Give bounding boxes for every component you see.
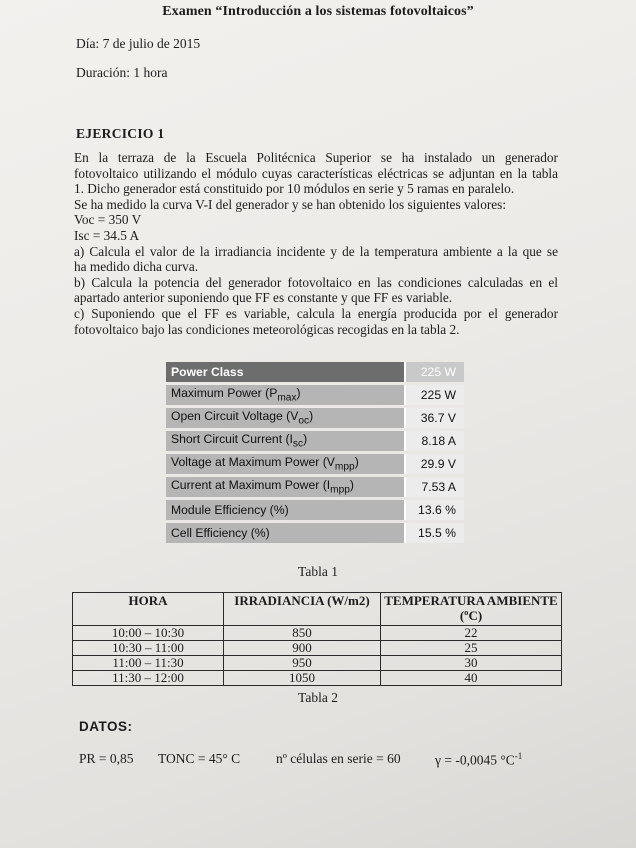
col-header-irradiancia: IRRADIANCIA (W/m2) (224, 593, 381, 626)
specs-header-label: Power Class (166, 362, 404, 382)
specs-value: 7.53 A (404, 477, 464, 497)
datos-pr: PR = 0,85 (79, 751, 134, 766)
exercise-heading: EJERCICIO 1 (76, 126, 165, 141)
statement-line: a) Calcula el valor de la irradiancia incidente y de la temperatura ambiente a la que se (74, 243, 558, 259)
col-header-temperatura: TEMPERATURA AMBIENTE (ºC) (381, 593, 562, 626)
cell-irradiancia: 1050 (224, 671, 381, 686)
statement-line: Voc = 350 V (74, 212, 142, 228)
specs-row (166, 408, 464, 428)
specs-value: 8.18 A (404, 431, 464, 451)
statement-line: fotovoltaico bajo las condiciones meteorológicas recogidas en la tabla 2. (74, 321, 460, 337)
exam-duration: Duración: 1 hora (76, 65, 168, 80)
specs-value: 29.9 V (404, 454, 464, 474)
datos-cells: nº células en serie = 60 (276, 751, 401, 766)
weather-header-row (73, 593, 562, 626)
module-specs-table (166, 359, 464, 546)
cell-hora: 10:00 – 10:30 (73, 626, 224, 641)
statement-line: ha medido dicha curva. (74, 259, 199, 275)
exam-title: Examen “Introducción a los sistemas fotovoltaicos” (162, 4, 474, 19)
cell-irradiancia: 900 (224, 641, 381, 656)
statement-line: En la terraza de la Escuela Politécnica Superior se ha instalado un generador (74, 150, 558, 165)
specs-value: 225 W (404, 385, 464, 405)
cell-irradiancia: 850 (224, 626, 381, 641)
datos-heading: DATOS: (79, 719, 133, 734)
cell-temperatura: 25 (381, 641, 562, 656)
statement-line: fotovoltaico utilizando el módulo cuyas características eléctricas se adjuntan en la tabla (74, 165, 558, 181)
cell-hora: 10:30 – 11:00 (73, 641, 224, 656)
cell-irradiancia: 950 (224, 656, 381, 671)
specs-value: 36.7 V (404, 408, 464, 428)
cell-hora: 11:00 – 11:30 (73, 656, 224, 671)
statement-line: 1. Dicho generador está constituido por 10 módulos en serie y 5 ramas en paralelo. (74, 181, 515, 197)
specs-label: Short Circuit Current $(I_{sc})$ (166, 431, 404, 451)
col-header-hora: HORA (73, 593, 224, 626)
specs-row (166, 454, 464, 474)
cell-temperatura: 40 (381, 671, 562, 686)
cell-hora: 11:30 – 12:00 (73, 671, 224, 686)
specs-row (166, 431, 464, 451)
specs-value: 13.6 % (404, 500, 464, 520)
statement-line: Isc = 34.5 A (74, 227, 140, 243)
specs-row (166, 500, 464, 520)
specs-label: Maximum Power $(P_{max})$ (166, 385, 404, 405)
table-row (73, 626, 562, 641)
weather-table (72, 592, 562, 686)
specs-row (166, 523, 464, 543)
specs-value: 15.5 % (404, 523, 464, 543)
specs-header-row (166, 362, 464, 382)
specs-header-value: 225 W (404, 362, 464, 382)
exam-date: Día: 7 de julio de 2015 (76, 36, 201, 51)
datos-gamma: γ = -0,0045 $^\circ C^{-1}$ (435, 751, 523, 768)
specs-label: Module Efficiency (%) (166, 500, 404, 520)
cell-temperatura: 30 (381, 656, 562, 671)
specs-label: Voltage at Maximum Power $(V_{mpp})$ (166, 454, 404, 474)
exercise-statement (74, 150, 558, 337)
specs-label: Open Circuit Voltage $(V_{oc})$ (166, 408, 404, 428)
statement-line: c) Suponiendo que el FF es variable, calcula la energía producida por el generador (74, 305, 558, 321)
table2-caption: Tabla 2 (298, 690, 338, 705)
table-row (73, 641, 562, 656)
statement-line: Se ha medido la curva V-I del generador y se han obtenido los siguientes valores: (74, 196, 507, 212)
specs-label: Current at Maximum Power $(I_{mpp})$ (166, 477, 404, 497)
statement-line: apartado anterior suponiendo que FF es constante y que FF es variable. (74, 290, 453, 306)
table1-caption: Tabla 1 (298, 564, 338, 579)
datos-tonc: TONC = 45° C (158, 751, 241, 766)
table-row (73, 656, 562, 671)
specs-row (166, 477, 464, 497)
specs-label: Cell Efficiency (%) (166, 523, 404, 543)
cell-temperatura: 22 (381, 626, 562, 641)
specs-row (166, 385, 464, 405)
statement-line: b) Calcula la potencia del generador fotovoltaico en las condiciones calculadas en el (74, 274, 558, 290)
table-row (73, 671, 562, 686)
